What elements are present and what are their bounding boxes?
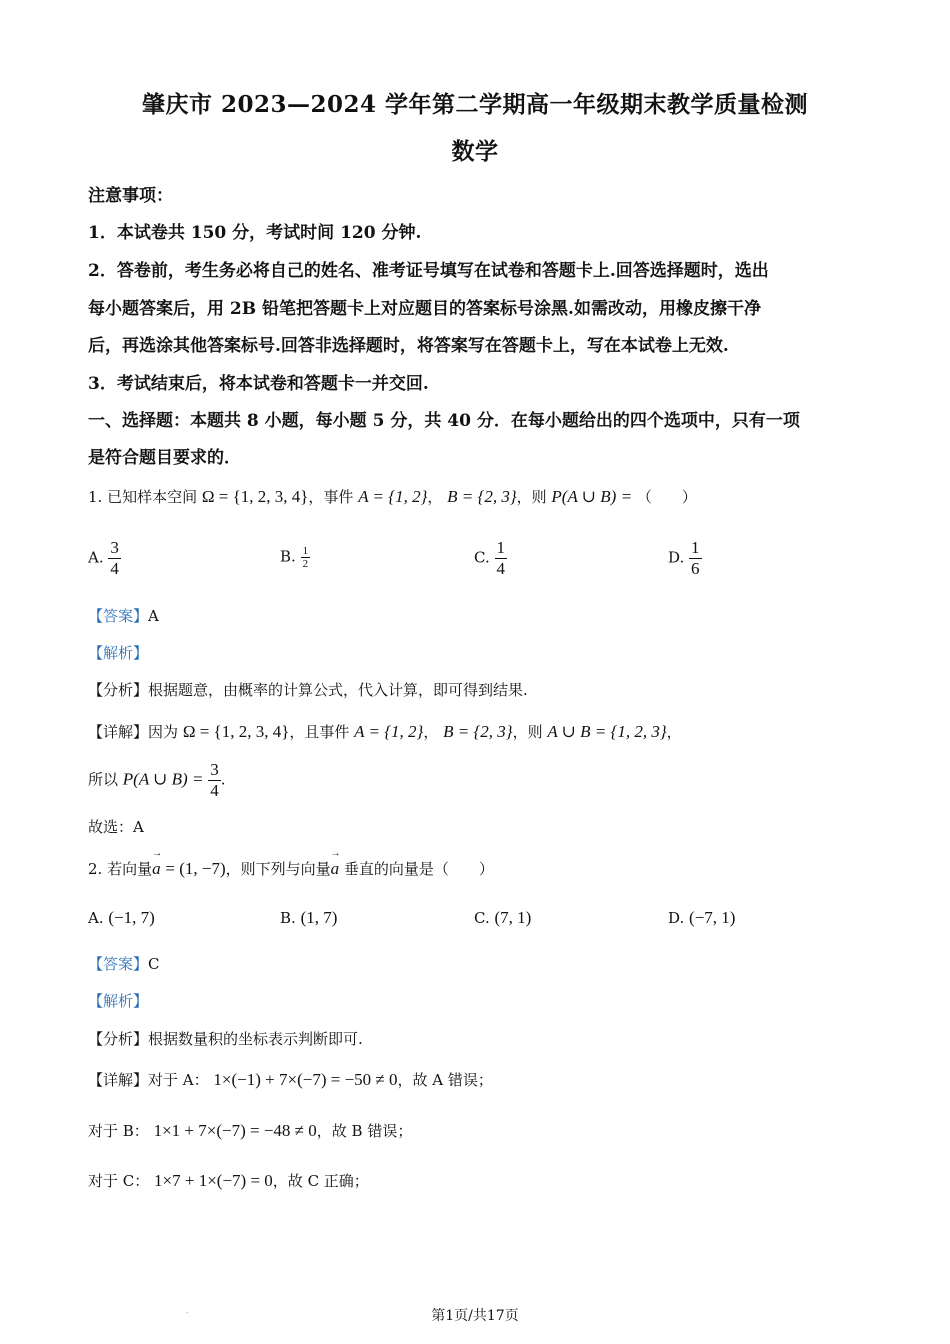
section-heading: 一、选择题：本题共 8 小题，每小题 5 分，共 40 分．在每小题给出的四个选项中，只有一项 (88, 411, 800, 431)
vector-a: → a (331, 859, 340, 879)
q2-answer: 【答案】C (88, 955, 160, 973)
page-number: 第1页/共17页 (431, 1308, 519, 1324)
q2-option-a: A. (−1, 7) (88, 908, 155, 927)
notice-item-2: 2．答卷前，考生务必将自己的姓名、准考证号填写在试卷和答题卡上.回答选择题时，选出 (88, 261, 769, 281)
exam-title: 肇庆市 2023—2024 学年第二学期高一年级期末教学质量检测 (141, 91, 809, 118)
q1-fenxi: 【分析】根据题意，由概率的计算公式，代入计算，即可得到结果. (88, 681, 528, 699)
set-b: B = {2, 3} (447, 487, 517, 506)
q2-detail-a: 【详解】对于 A： 1×(−1) + 7×(−7) = −50 ≠ 0，故 A 错误； (88, 1070, 493, 1089)
vector-a: → a (152, 859, 161, 879)
notice-item-2-cont2: 后，再选涂其他答案标号.回答非选择题时，将答案写在答题卡上，写在本试卷上无效. (88, 336, 729, 356)
q1-detail: 【详解】因为 Ω = {1, 2, 3, 4}，且事件 A = {1, 2}， B = {2, 3}，则 A ∪ B = {1, 2, 3}， (88, 722, 682, 741)
notice-item-3: 3．考试结束后，将本试卷和答题卡一并交回. (88, 374, 429, 394)
notice-heading: 注意事项： (88, 186, 173, 206)
q2-fenxi: 【分析】根据数量积的坐标表示判断即可. (88, 1030, 363, 1048)
stray-dot: . (186, 1306, 189, 1315)
section-heading-cont: 是符合题目要求的． (88, 448, 241, 468)
fraction: $\frac{3}{4}$ (110, 538, 119, 578)
fraction: $\frac{1}{4}$ (496, 538, 505, 578)
q1-option-c: C. $\frac{1}{4}$ (474, 538, 505, 578)
exam-subject: 数学 (451, 138, 499, 165)
q1-conclusion: 所以 P(A ∪ B) = $\frac{3}{4}$ . (88, 760, 226, 800)
q1-answer: 【答案】A (88, 607, 159, 625)
sample-space: Ω = {1, 2, 3, 4} (201, 487, 309, 506)
notice-item-1: 1．本试卷共 150 分，考试时间 120 分钟. (88, 223, 422, 243)
notice-item-2-cont: 每小题答案后，用 2B 铅笔把答题卡上对应题目的答案标号涂黑.如需改动，用橡皮擦干净 (88, 299, 761, 319)
q1-option-b: B. $\frac{1}{2}$ (280, 545, 309, 570)
q1-option-a: A. $\frac{3}{4}$ (88, 538, 119, 578)
q2-option-b: B. (1, 7) (280, 908, 338, 927)
question-1: 1. 已知样本空间 Ω = {1, 2, 3, 4}，事件 A = {1, 2}， B = {2, 3}，则 P(A ∪ B) = （ ） (88, 487, 697, 506)
question-2: 2. 若向量→ a = (1, −7)，则下列与向量→ a 垂直的向量是（ ） (88, 858, 878, 879)
q1-analysis-tag: 【解析】 (88, 644, 149, 662)
fraction: $\frac{3}{4}$ (210, 760, 219, 800)
fraction: $\frac{1}{2}$ (302, 545, 309, 570)
q2-option-c: C. (7, 1) (474, 908, 532, 927)
prob-expr: P(A ∪ B) = (551, 487, 633, 506)
q2-detail-b: 对于 B： 1×1 + 7×(−7) = −48 ≠ 0，故 B 错误； (88, 1121, 413, 1140)
q2-detail-c: 对于 C： 1×7 + 1×(−7) = 0，故 C 正确； (88, 1171, 369, 1190)
fraction: $\frac{1}{6}$ (691, 538, 700, 578)
q1-option-d: D. $\frac{1}{6}$ (668, 538, 700, 578)
q2-analysis-tag: 【解析】 (88, 992, 149, 1010)
set-a: A = {1, 2} (358, 487, 428, 506)
q1-choose: 故选：A (88, 818, 144, 836)
q2-option-d: D. (−7, 1) (668, 908, 736, 927)
